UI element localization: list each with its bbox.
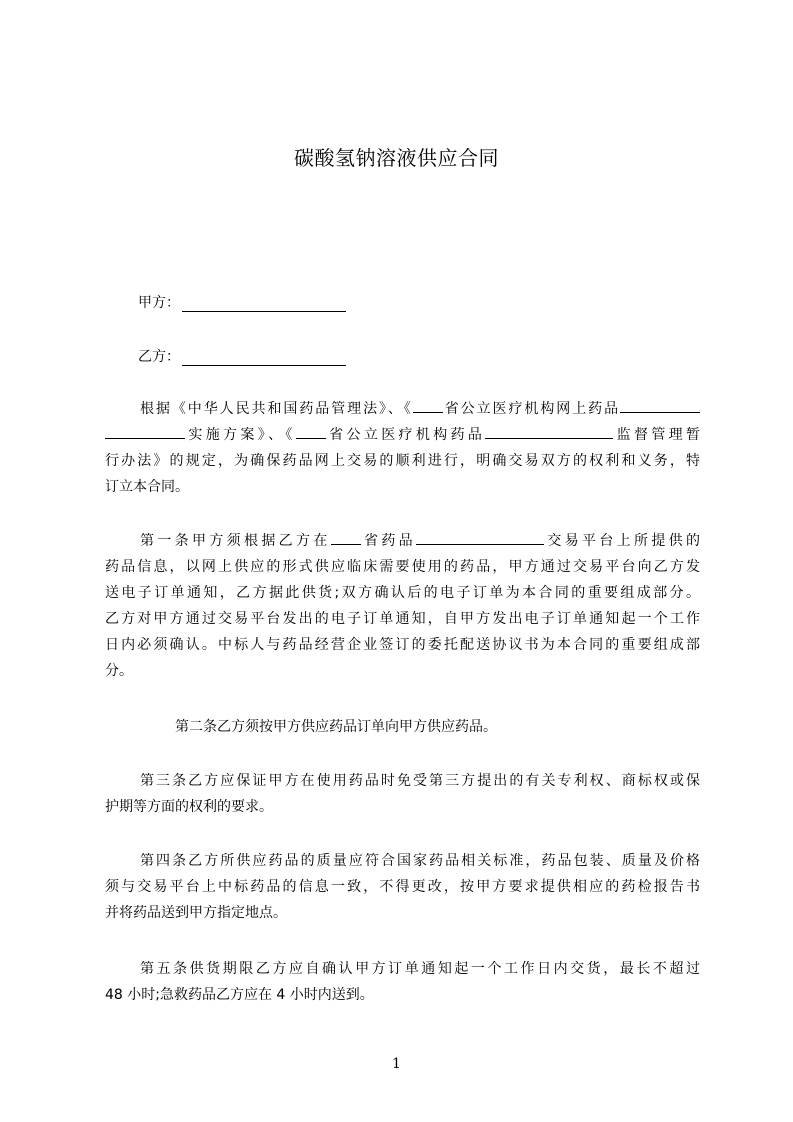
party-b-label: 乙方： — [138, 349, 180, 365]
paragraph-line: 须与交易平台上中标药品的信息一致，不得更改，按甲方要求提供相应的药检报告书 — [105, 879, 700, 895]
party-b-blank — [182, 351, 346, 366]
article-1-paragraph — [105, 528, 700, 684]
article-2-paragraph — [105, 714, 700, 740]
party-a-blank — [182, 297, 346, 312]
paragraph-line: 药品信息，以网上供应的形式供应临床需要使用的药品，甲方通过交易平台向乙方发 — [105, 559, 700, 575]
paragraph-line: 日内必须确认。中标人与药品经营企业签订的委托配送协议书为本合同的重要组成部 — [105, 637, 700, 653]
paragraph-line: 分。 — [105, 663, 133, 679]
party-a-line — [138, 292, 346, 312]
paragraph-line: 第一条甲方须根据乙方在 省药品 交易平台上所提供的 — [105, 528, 700, 554]
paragraph-line: 根据《中华人民共和国药品管理法》、《 省公立医疗机构网上药品 — [105, 396, 700, 422]
party-b-line — [138, 346, 346, 366]
document-title: 碳酸氢钠溶液供应合同 — [294, 146, 499, 170]
paragraph-line: 并将药品送到甲方指定地点。 — [105, 905, 287, 921]
party-a-label: 甲方： — [138, 295, 180, 311]
paragraph-line: 48 小时;急救药品乙方应在 4 小时内送到。 — [105, 987, 374, 1003]
paragraph-line: 送电子订单通知，乙方据此供货;双方确认后的电子订单为本合同的重要组成部分。 — [105, 585, 700, 601]
paragraph-line: 第二条乙方须按甲方供应药品订单向甲方供应药品。 — [175, 719, 497, 735]
article-4-paragraph — [105, 848, 700, 926]
paragraph-line: 护期等方面的权利的要求。 — [105, 799, 273, 815]
paragraph-line: 乙方对甲方通过交易平台发出的电子订单通知，自甲方发出电子订单通知起一个工作 — [105, 611, 700, 627]
paragraph-line: 第五条供货期限乙方应自确认甲方订单通知起一个工作日内交货，最长不超过 — [140, 961, 700, 977]
paragraph-line: 订立本合同。 — [105, 479, 189, 495]
article-5-paragraph — [105, 956, 700, 1008]
paragraph-line: 第三条乙方应保证甲方在使用药品时免受第三方提出的有关专利权、商标权或保 — [140, 773, 700, 789]
paragraph-line: 实施方案》、《 省公立医疗机构药品 监督管理暂 — [105, 422, 700, 448]
paragraph-line: 行办法》的规定，为确保药品网上交易的顺利进行，明确交易双方的权利和义务，特 — [105, 453, 700, 469]
article-3-paragraph — [105, 768, 700, 820]
page-number: 1 — [392, 1056, 401, 1072]
intro-paragraph — [105, 396, 700, 500]
paragraph-line: 第四条乙方所供应药品的质量应符合国家药品相关标准，药品包装、质量及价格 — [140, 853, 700, 869]
